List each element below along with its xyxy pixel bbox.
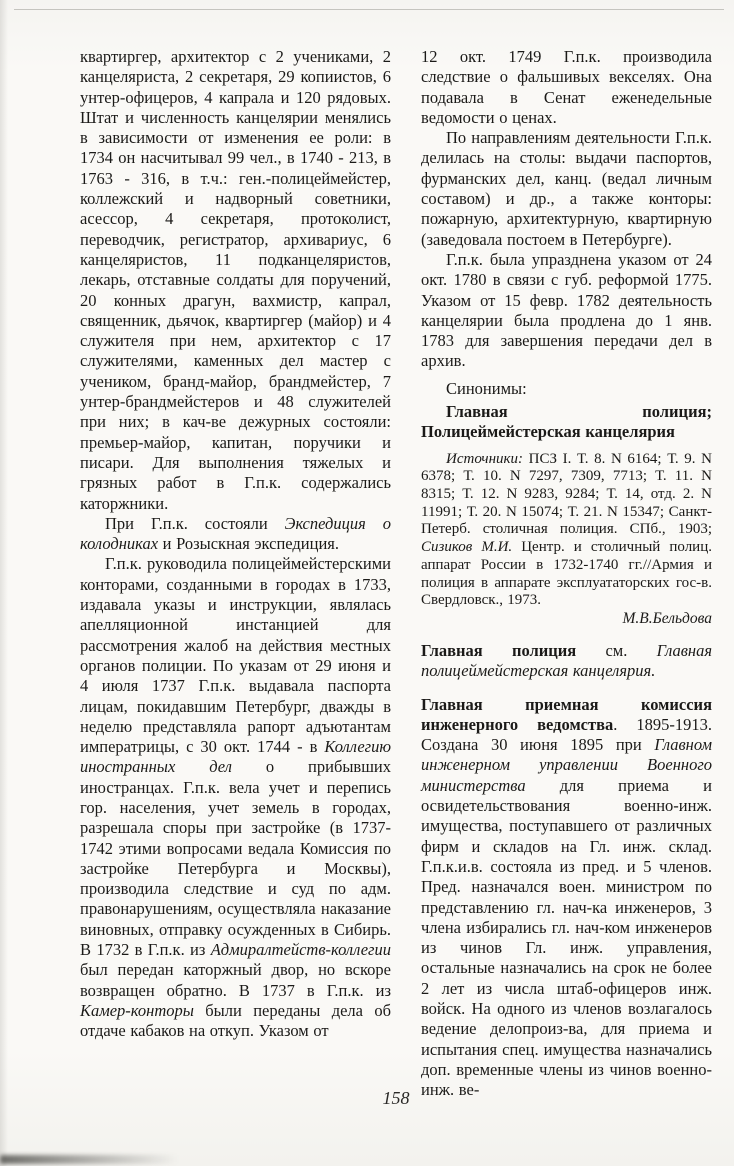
text-run: квартиргер, архитектор с 2 учениками, 2 канцеляриста, 2 секретаря, 29 копиистов, 6 унтер-офицеров, 4 капрала и 120 рядовых. Штат и численность канцелярии менялись в зависимости от изменения ее роли: в 1734 он насчитывал 99 чел., в 1740 - 213, в 1763 - 316, в т.ч.: ген.-полицеймейстер, коллежский и надворный советники, асессор, 4 секретаря, протоколист, переводчик, регистратор, архивариус, 6 канцеляристов, 11 подканцеляристов, лекарь, отставные солдаты для поручений, 20 конных драгун, вахмистр, капрал, священник, дьячок, квартиргер (майор) и 4 служителя при нем, архитектор с 17 служителями, каменных дел мастер с учеником, бранд-майор, брандмейстер, 7 унтер-брандмейстеров и 48 служителей при них; в кач-ве дежурных состояли: премьер-майор, капитан, поручики и писари. Для выполнения тяжелых и грязных работ в Г.п.к. содержались каторжники.: [80, 47, 391, 513]
text-run: был передан каторжный двор, но вскоре возвращен обратно. В 1737 в Г.п.к. из: [80, 960, 391, 1000]
text-run-italic: Сизиков М.И.: [421, 539, 513, 556]
page-text: [80, 47, 712, 1101]
text-run-italic: Источники:: [446, 450, 524, 467]
text-run: Синонимы:: [446, 378, 527, 398]
text-run: о прибывших иностранцах. Г.п.к. вела учет и перепись гор. населения, учет земель в городах, разрешала споры при застройке (в 1737-1742 этими вопросами ведала Комиссия по застройке Петербурга и Москвы), производила следствие и суд по адм. правонарушениям, осуществляла наказание виновных, отправку осужденных в Сибирь. В 1732 в Г.п.к. из: [80, 757, 392, 960]
paragraph-expeditions: [80, 514, 391, 555]
text-run-italic: Главном инженерном управлении Военного министерства: [421, 735, 712, 795]
paragraph-staff-continuation: [80, 47, 391, 514]
entry-glavnaya-politsiya: [421, 641, 712, 682]
text-run: Г.п.к. была упразднена указом от 24 окт. 1780 в связи с губ. реформой 1775. Указом от 15 февр. 1782 деятельность канцелярии была продлена до 1 янв. 1783 для завершения передачи дел в архив.: [421, 249, 712, 371]
text-run: . 1895-1913. Создана 30 июня 1895 при: [421, 714, 712, 755]
synonyms-list: [421, 402, 712, 443]
paragraph-functions: [80, 554, 391, 1041]
text-run: Г.п.к. руководила полицеймейстерскими конторами, созданными в городах в 1733, издавала указы и инструкции, являлась апелляционной инстанцией для рассмотрения жалоб на действия местных органов полиции. По указам от 29 июня и 4 июля 1737 Г.п.к. выдавала паспорта лицам, покидавшим Петербург, дважды в неделю представляла рапорт адъютантам императрицы, с 30 окт. 1744 - в: [80, 554, 391, 757]
entry-priyemnaya-komissiya: [421, 695, 712, 1101]
text-run: для приема и освидетельствования военно-инж. имущества, поступавшего от различных фирм и складов на Гл. инж. склад. Г.п.к.и.в. состояла из пред. и 5 членов. Пред. назначался воен. министром по представлению гл. нач-ка инженеров, 3 члена избирались гл. нач-ком инженеров из чинов Гл. инж. управления, остальные назначались на срок не более 2 лет из числа штаб-офицеров инж. войск. На одного из членов возлагалось ведение делопроиз-ва, для приема и испытания спец. имущества назначались доп. временные члены из чинов военно-инж. ве-: [421, 775, 712, 1100]
paragraph-departments: [421, 128, 712, 250]
left-column: [80, 47, 391, 1101]
synonyms-label: [421, 379, 712, 399]
entry-headword: Главная полиция: [421, 640, 577, 660]
scan-bottom-artifact: [0, 1155, 178, 1164]
text-run: ПСЗ I. Т. 8. N 6164; Т. 9. N 6378; Т. 10. N 7297, 7309, 7713; Т. 11. N 8315; Т. 12. N 9283, 9284; Т. 14, отд. 2. N 11991; Т. 20. N 15074; Т. 21. N 15347; Санкт-Петерб. столичная полиция. СПб., 1903;: [421, 450, 712, 538]
text-run: При Г.п.к. состояли: [105, 513, 285, 533]
text-run-bold: Главная полиция; Полицеймейстерская канцелярия: [421, 402, 712, 442]
text-run-italic: Адмиралтейств-коллегии: [210, 940, 391, 960]
scan-left-edge-shade: [0, 0, 8, 1166]
text-run-italic: Камер-конторы: [80, 1000, 194, 1020]
paragraph-bills-continuation: [421, 47, 712, 128]
page-number: 158: [382, 1088, 410, 1108]
author-signature: [421, 610, 712, 628]
scan-top-edge-line: [14, 9, 724, 10]
text-run-italic: М.В.Бельдова: [622, 609, 712, 627]
right-column: [421, 47, 712, 1101]
cross-reference: Главная полицеймейстерская канцелярия.: [421, 640, 712, 681]
text-run: и Розыскная экспедиция.: [158, 534, 339, 554]
paragraph-sources: [421, 451, 712, 610]
text-run: см.: [576, 640, 657, 660]
text-run-italic: Экспедиция о колодниках: [80, 513, 391, 554]
entry-headword: Главная приемная комиссия инженерного ведомства: [421, 694, 712, 734]
text-run: По направлениям деятельности Г.п.к. делилась на столы: выдачи паспортов, фурманских дел, канц. (ведал личным составом) и др., а также конторы: пожарную, архитектурную, квартирную (заведовала постоем в Петербурге).: [421, 128, 712, 249]
text-run: были переданы дела об отдаче кабаков на откуп. Указом от: [80, 1000, 391, 1041]
text-run-italic: Коллегию иностранных дел: [80, 737, 391, 777]
text-run: Центр. и столичный полиц. аппарат России в 1732-1740 гг.//Армия и полиция в аппарате эксплуататорских гос-в. Свердловск., 1973.: [421, 539, 712, 609]
text-run: 12 окт. 1749 Г.п.к. производила следствие о фальшивых векселях. Она подавала в Сенат еженедельные ведомости о ценах.: [421, 47, 712, 127]
paragraph-abolition: [421, 250, 712, 372]
